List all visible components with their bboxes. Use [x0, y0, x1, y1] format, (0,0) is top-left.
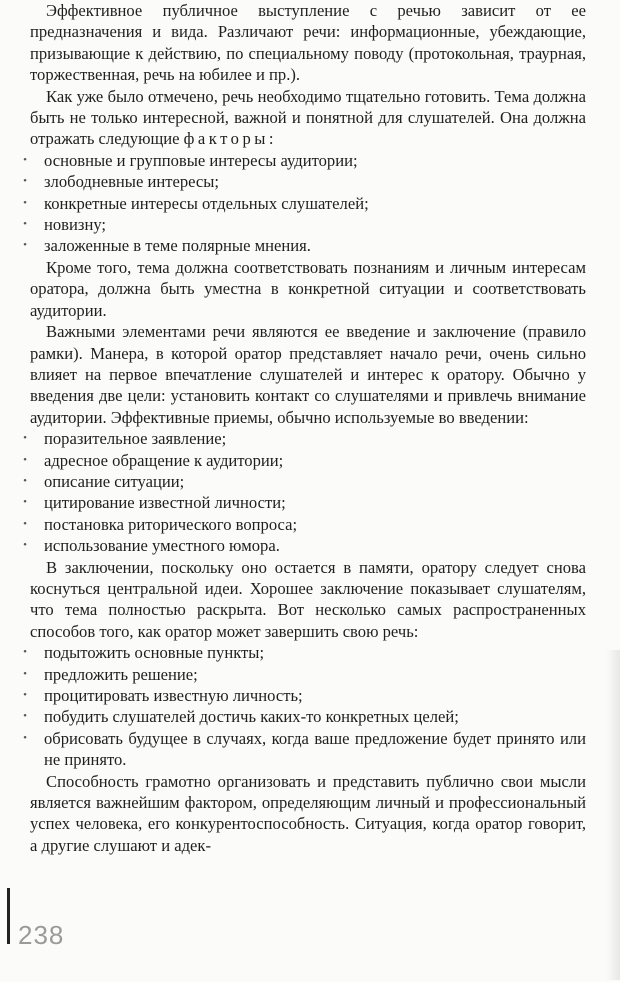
list-item — [23, 514, 586, 535]
list-item-text: поразительное заявление; — [44, 429, 227, 449]
list-item — [23, 171, 586, 192]
paragraph-public-speaking-skill: Способность грамотно организовать и представить публично свои мысли является важнейшим фактором, определяющим личный и профессиональный успех человека, его конкурентоспособность. Ситуация, когда оратор говорит, а другие слушают и адек- — [30, 771, 586, 855]
list-item-text: процитировать известную личность; — [44, 686, 303, 705]
list-item — [23, 428, 586, 449]
dot-bullet-icon: • — [23, 175, 27, 188]
dot-bullet-icon: • — [23, 239, 27, 252]
list-item — [23, 685, 586, 706]
list-item-text: побудить слушателей достичь каких-то конкретных целей; — [44, 707, 459, 727]
dot-bullet-icon: • — [23, 731, 27, 744]
list-item-text: адресное обращение к аудитории; — [44, 450, 284, 470]
dot-bullet-icon: • — [23, 667, 27, 680]
dot-bullet-icon: • — [23, 196, 27, 209]
paragraph-conclusion: В заключении, поскольку оно остается в памяти, оратору следует снова коснуться центральной идеи. Хорошее заключение показывает слушателям, что тема полностью раскрыта. Вот несколько самых распространенных способов того, как оратор может завершить свою речь: — [30, 557, 586, 641]
dot-bullet-icon: • — [23, 689, 27, 701]
dot-bullet-icon: • — [23, 218, 27, 231]
paragraph-text: Как уже было отмечено, речь необходимо тщательно готовить. Тема должна быть не только интересной, важной и понятной для слушателей. Она должна отражать следующие — [30, 86, 586, 149]
list-item-text: конкретные интересы отдельных слушателей; — [44, 193, 369, 213]
page-body — [23, 0, 586, 856]
page-edge-rule — [7, 888, 10, 944]
conclusion-methods-list — [23, 642, 586, 770]
list-item — [23, 235, 586, 256]
paragraph-text: : — [268, 129, 274, 149]
binding-shadow — [606, 650, 620, 980]
list-item-text: использование уместного юмора. — [44, 536, 280, 556]
list-item-text: злободневные интересы; — [44, 172, 220, 192]
dot-bullet-icon: • — [23, 474, 27, 487]
dot-bullet-icon: • — [23, 153, 27, 166]
list-item-text: заложенные в теме полярные мнения. — [44, 236, 311, 256]
page-number: 238 — [18, 920, 65, 950]
intro-methods-list — [23, 428, 586, 556]
dot-bullet-icon: • — [23, 496, 27, 509]
paragraph-topic-preparation — [30, 86, 586, 150]
dot-bullet-icon: • — [23, 517, 27, 530]
dot-bullet-icon: • — [23, 539, 27, 552]
paragraph-speech-types: Эффективное публичное выступление с речью зависит от ее предназначения и вида. Различают речи: информационные, убеждающие, призывающие к действию, по специальному поводу (протокольная, траурная, торжественная, речь на юбилее и пр.). — [30, 1, 586, 85]
list-item-text: описание ситуации; — [44, 471, 185, 491]
list-item — [23, 193, 586, 214]
emphasized-word: факторы — [183, 129, 269, 149]
list-item — [23, 150, 586, 171]
paragraph-introduction: Важными элементами речи являются ее введение и заключение (правило рамки). Манера, в которой оратор представляет начало речи, очень сильно влияет на первое впечатление слушателей и интерес к оратору. Обычно у введения две цели: установить контакт со слушателями и привлечь внимание аудитории. Эффективные приемы, обычно используемые во введении: — [30, 322, 586, 427]
list-item — [23, 535, 586, 556]
list-item-text: предложить решение; — [44, 664, 198, 684]
list-item — [23, 214, 586, 235]
dot-bullet-icon: • — [23, 646, 27, 659]
list-item-text: цитирование известной личности; — [44, 493, 286, 513]
dot-bullet-icon: • — [23, 432, 27, 445]
list-item — [23, 450, 586, 471]
list-item — [23, 664, 586, 685]
paragraph-topic-relevance: Кроме того, тема должна соответствовать познаниям и личным интересам оратора, должна быть уместна в конкретной ситуации и соответствовать аудитории. — [30, 257, 586, 320]
dot-bullet-icon: • — [23, 710, 27, 723]
list-item-text: постановка риторического вопроса; — [44, 514, 298, 534]
dot-bullet-icon: • — [23, 453, 27, 466]
list-item-text: обрисовать будущее в случаях, когда ваше предложение будет принято или не принято. — [44, 728, 586, 770]
list-item — [23, 492, 586, 513]
list-item — [23, 471, 586, 492]
list-item-text: новизну; — [44, 215, 107, 235]
factors-list — [23, 150, 586, 257]
list-item — [23, 642, 586, 663]
list-item — [23, 728, 586, 771]
list-item-text: подытожить основные пункты; — [44, 643, 265, 663]
list-item — [23, 706, 586, 727]
list-item-text: основные и групповые интересы аудитории; — [44, 150, 358, 170]
